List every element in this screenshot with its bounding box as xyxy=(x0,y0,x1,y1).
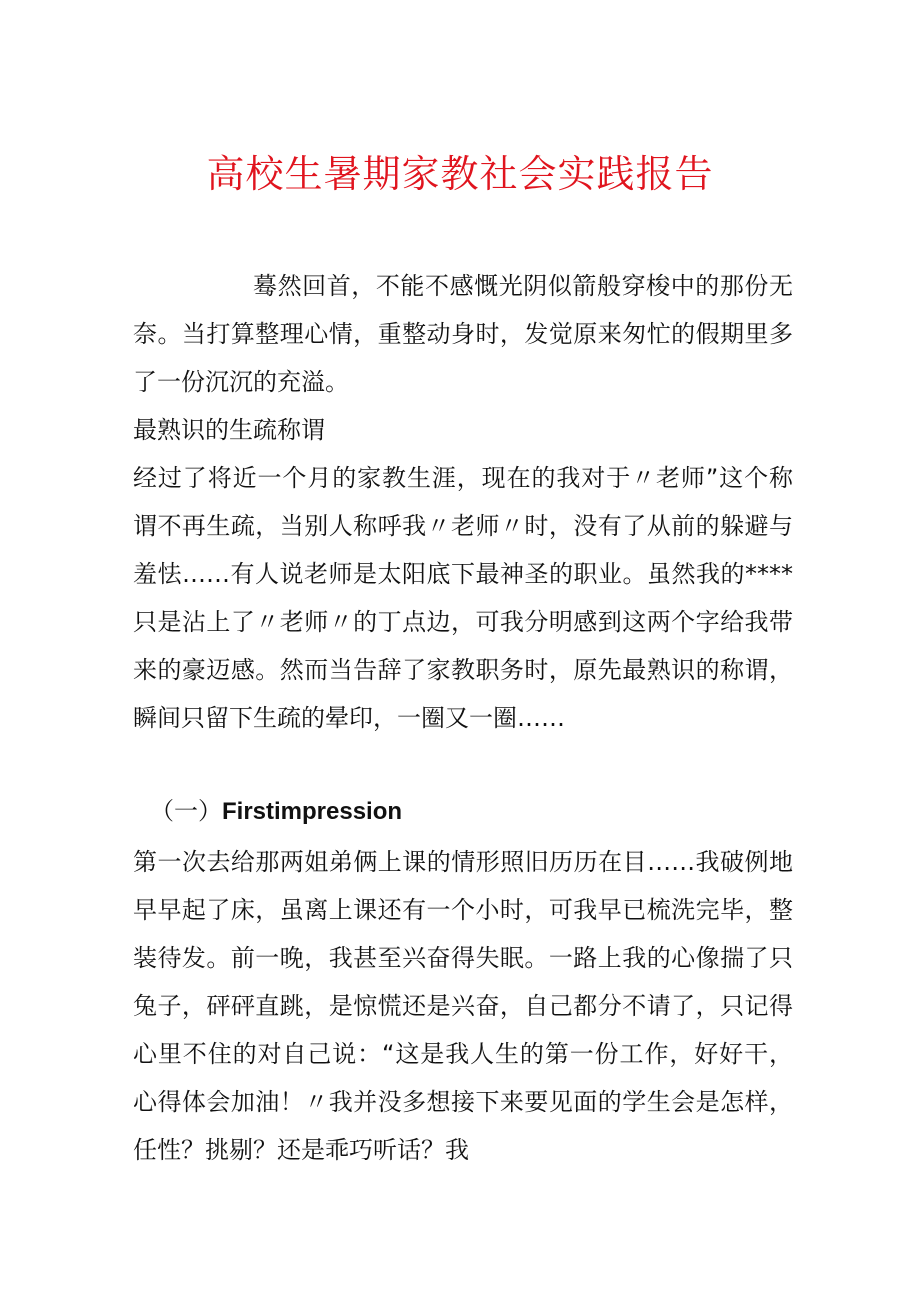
section-heading xyxy=(150,789,402,834)
document-title: 高校生暑期家教社会实践报告 xyxy=(206,152,714,196)
section-title: Firstimpression xyxy=(222,798,403,825)
subheading: 最熟识的生疏称谓 xyxy=(133,416,325,444)
intro-paragraph: 蓦然回首，不能不感慨光阴似箭般穿梭中的那份无奈。当打算整理心情，重整动身时，发觉原来匆忙的假期里多了一份沉沉的充溢。 xyxy=(133,272,793,396)
section-number: （一） xyxy=(150,797,222,825)
paragraph-1: 经过了将近一个月的家教生涯，现在的我对于〃老师”这个称谓不再生疏，当别人称呼我〃老师〃时，没有了从前的躲避与羞怯……有人说老师是太阳底下最神圣的职业。虽然我的****只是沾上了〃老师〃的丁点边，可我分明感到这两个字给我带来的豪迈感。然而当告辞了家教职务时，原先最熟识的称谓，瞬间只留下生疏的晕印，一圈又一圈…… xyxy=(133,464,793,732)
paragraph-2: 第一次去给那两姐弟俩上课的情形照旧历历在目……我破例地早早起了床，虽离上课还有一个小时，可我早已梳洗完毕，整装待发。前一晚，我甚至兴奋得失眠。一路上我的心像揣了只兔子，砰砰直跳，是惊慌还是兴奋，自己都分不请了，只记得心里不住的对自己说：“这是我人生的第一份工作，好好干，心得体会加油！〃我并没多想接下来要见面的学生会是怎样，任性？挑剔？还是乖巧听话？我 xyxy=(133,848,793,1164)
